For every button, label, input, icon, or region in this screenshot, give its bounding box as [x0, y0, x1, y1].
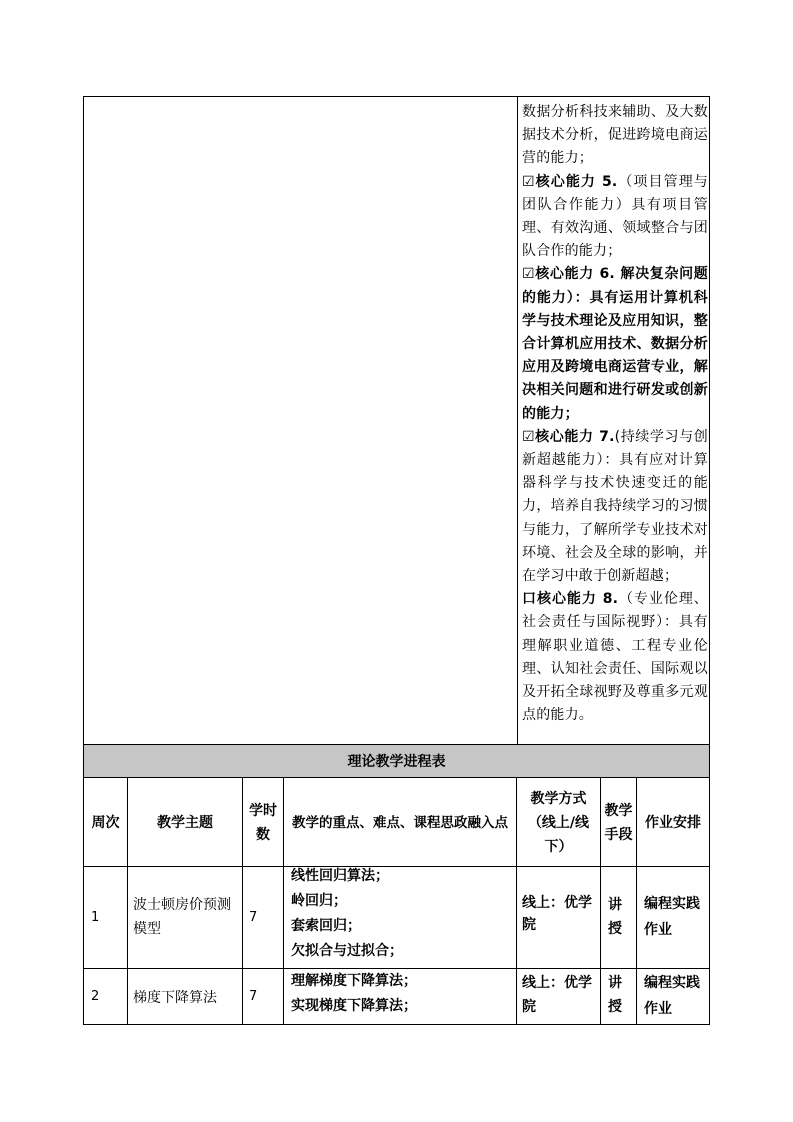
header-topic: 教学主题 [157, 814, 213, 831]
header-means-line1: 教学 [604, 802, 633, 819]
header-hours-line2: 数 [256, 826, 270, 843]
column-divider [517, 97, 518, 744]
row1-means [608, 893, 636, 941]
row2-topic: 梯度下降算法 [133, 989, 217, 1006]
header-hours-line1: 学时 [249, 802, 277, 819]
row2-focus [291, 969, 515, 1019]
header-means [601, 779, 636, 866]
ability-8-title: 核心能力 8. [536, 591, 619, 608]
row2-hours: 7 [249, 989, 258, 1004]
ability-6-text: 解决复杂问题的能力）：具有运用计算机科学与技术理论及应用知识，整合计算机应用技术、数据分析应用及跨境电商运营专业，解决相关问题和进行研发或创新的能力； [522, 266, 708, 422]
ability-intro-text: 数据分析科技来辅助、及大数据技术分析，促进跨境电商运营的能力； [522, 104, 708, 167]
ability-6-title: 核心能力 6. [534, 266, 615, 283]
header-method-line3: 下） [544, 838, 573, 855]
row2-means-line2: 授 [608, 999, 622, 1015]
row1-means-line2: 授 [608, 921, 622, 937]
row1-homework [644, 891, 708, 943]
row2-means-line1: 讲 [608, 975, 622, 991]
row1-week: 1 [91, 910, 100, 925]
row2-homework-line1: 编程实践 [644, 975, 700, 991]
table-border-right [709, 778, 710, 1025]
core-ability-7 [522, 426, 708, 588]
row2-method [522, 971, 600, 1019]
header-means-line2: 手段 [604, 826, 633, 843]
row2-focus-item: 实现梯度下降算法； [291, 998, 417, 1014]
row1-homework-line2: 作业 [644, 922, 672, 938]
row1-topic-line2: 模型 [133, 921, 161, 937]
header-week: 周次 [91, 814, 120, 831]
row2-method-line1: 线上：优学 [522, 975, 592, 991]
row2-focus-item: 理解梯度下降算法； [291, 973, 417, 989]
row1-means-line1: 讲 [608, 897, 622, 913]
ability-7-title: 核心能力 7. [534, 428, 615, 445]
row1-topic-line1: 波士顿房价预测 [133, 897, 231, 913]
header-method-line1: 教学方式 [530, 790, 587, 807]
row2-homework [644, 970, 708, 1022]
row1-topic [133, 893, 241, 941]
ability-5-title: 核心能力 5. [534, 173, 618, 190]
ability-7-text: (持续学习与创新超越能力）：具有应对计算器科学与技术快速变迁的能力，培养自我持续学习的习惯与能力，了解所学专业技术对环境、社会及全球的影响，并在学习中敢于创新超越； [522, 428, 708, 585]
row1-focus-item: 欠拟合与过拟合； [291, 943, 403, 959]
checkbox-unchecked-icon: 口 [522, 591, 537, 608]
header-hours [243, 779, 283, 866]
checkbox-checked-icon: ☑ [522, 173, 535, 190]
core-ability-5 [522, 171, 708, 264]
checkbox-checked-icon: ☑ [522, 266, 535, 283]
header-homework: 作业安排 [645, 814, 701, 831]
header-method-line2: （线上/线 [527, 814, 590, 831]
row1-method [522, 892, 600, 936]
row1-homework-line1: 编程实践 [644, 896, 700, 912]
core-ability-list [522, 101, 708, 727]
core-ability-8 [522, 588, 708, 727]
header-focus: 教学的重点、难点、课程思政融入点 [292, 814, 508, 831]
ability-block [83, 96, 710, 745]
checkbox-checked-icon: ☑ [522, 428, 535, 445]
row1-focus [291, 864, 515, 964]
row1-focus-item: 套索回归； [291, 918, 361, 934]
row1-focus-item: 线性回归算法； [291, 868, 389, 884]
ability-8-text: （专业伦理、社会责任与国际视野）：具有理解职业道德、工程专业伦理、认知社会责任、国际观以及开拓全球视野及尊重多元观点的能力。 [522, 591, 708, 724]
row2-week: 2 [91, 989, 100, 1004]
row1-method-line1: 线上：优学 [522, 895, 592, 911]
core-ability-6 [522, 263, 708, 425]
section-title: 理论教学进程表 [83, 744, 710, 778]
row1-method-line2: 院 [522, 917, 536, 933]
ability-5-text: （项目管理与团队合作能力）具有项目管理、有效沟通、领域整合与团队合作的能力； [522, 173, 708, 260]
row2-method-line2: 院 [522, 999, 536, 1015]
header-method [517, 779, 600, 866]
row1-hours: 7 [249, 910, 258, 925]
row1-focus-item: 岭回归； [291, 893, 347, 909]
row2-homework-line2: 作业 [644, 1001, 672, 1017]
table-border-bottom [83, 1024, 710, 1025]
row2-means [608, 971, 636, 1019]
